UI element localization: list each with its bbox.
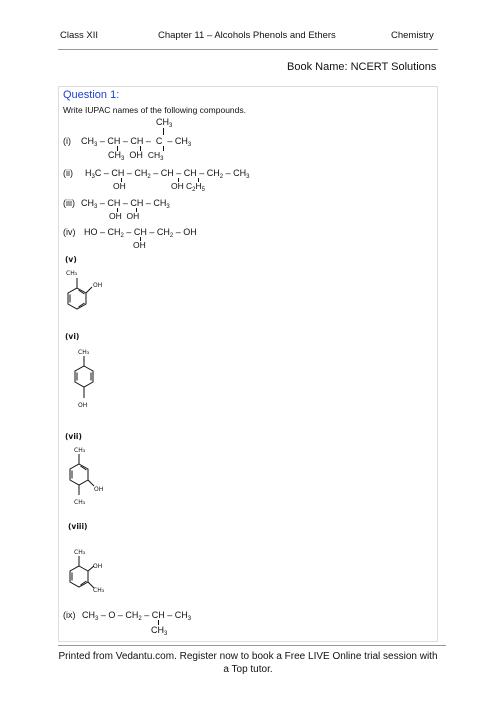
book-name: Book Name: NCERT Solutions xyxy=(287,61,437,73)
label-vii: (vii) xyxy=(65,432,82,441)
svg-text:CH₃: CH₃ xyxy=(74,549,86,556)
footer xyxy=(40,650,456,676)
label-viii: (viii) xyxy=(68,522,88,531)
header-subject: Chemistry xyxy=(391,30,434,41)
svg-text:CH₃: CH₃ xyxy=(66,270,78,277)
label-iii: (iii) xyxy=(63,198,75,208)
svg-text:OH: OH xyxy=(94,486,104,493)
footer-rule xyxy=(58,645,446,646)
question-title: Question 1: xyxy=(63,89,120,101)
label-ix: (ix) xyxy=(63,610,76,620)
svg-text:CH₃: CH₃ xyxy=(78,349,90,356)
header-rule xyxy=(58,49,438,50)
compound-viii-structure xyxy=(64,546,116,596)
header-chapter: Chapter 11 – Alcohols Phenols and Ethers xyxy=(158,30,336,41)
svg-text:OH: OH xyxy=(93,282,103,289)
compound-v-structure xyxy=(64,268,114,320)
svg-text:CH₃: CH₃ xyxy=(74,447,86,454)
svg-text:CH₃: CH₃ xyxy=(93,587,105,594)
label-ii: (ii) xyxy=(63,168,73,178)
label-vi: (vi) xyxy=(65,332,80,341)
label-i: (i) xyxy=(63,136,71,146)
footer-line2: a Top tutor. xyxy=(223,664,273,675)
svg-text:OH: OH xyxy=(78,402,88,409)
label-v: (v) xyxy=(65,255,77,264)
compound-vii-structure xyxy=(64,444,114,508)
question-prompt: Write IUPAC names of the following compounds. xyxy=(63,105,246,115)
compound-vi-structure xyxy=(64,346,114,416)
svg-text:CH₃: CH₃ xyxy=(74,499,86,506)
header-class: Class XII xyxy=(60,30,99,41)
svg-text:OH: OH xyxy=(93,563,103,570)
footer-line1: Printed from Vedantu.com. Register now to book a Free LIVE Online trial session with xyxy=(58,651,438,662)
label-iv: (iv) xyxy=(63,227,76,237)
